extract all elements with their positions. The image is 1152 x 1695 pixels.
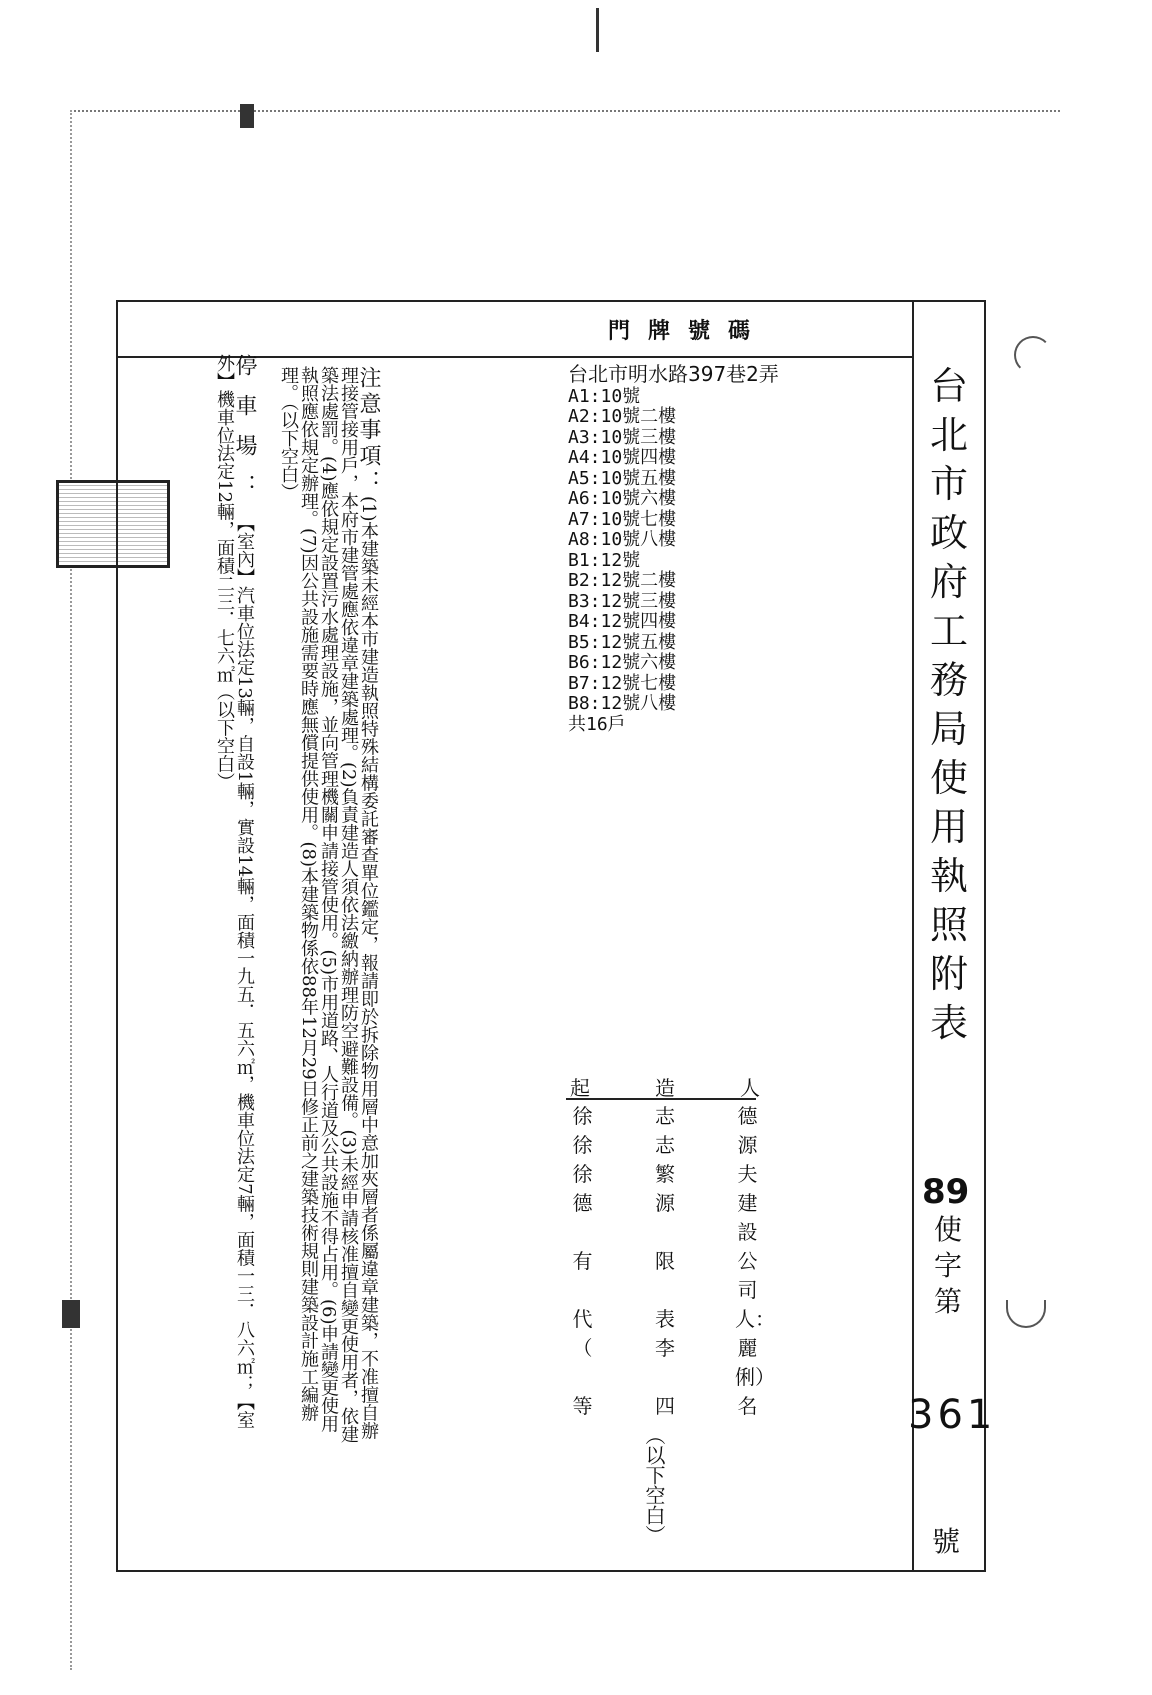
owner-row xyxy=(570,1102,760,1131)
unit-entry: A8:10號八樓 xyxy=(568,529,677,550)
owner-cell: 麗俐） xyxy=(735,1336,775,1389)
unit-entry: B7:12號七樓 xyxy=(568,672,677,694)
permit-number: 361 xyxy=(908,1392,997,1438)
owner-cell: 有 xyxy=(572,1249,593,1273)
permit-attachment-table xyxy=(116,300,997,1572)
house-number-header: 門牌號碼 xyxy=(608,318,769,344)
owner-heading-char: 人 xyxy=(740,1076,760,1100)
owner-row xyxy=(570,1334,775,1392)
owner-cell: 夫 xyxy=(737,1162,758,1186)
title-char: 照 xyxy=(929,903,968,947)
punch-hole-mark xyxy=(1006,1300,1046,1328)
scan-mark xyxy=(62,1300,80,1328)
owner-row xyxy=(570,1247,760,1305)
punch-hole-mark xyxy=(1014,336,1052,374)
owner-cell: 繁 xyxy=(655,1162,675,1186)
document-title xyxy=(926,362,972,1048)
owner-cell: 徐 xyxy=(572,1162,593,1186)
unit-entry: A3:10號三樓 xyxy=(568,426,677,448)
owner-cell: 名 xyxy=(737,1394,758,1418)
owner-cell: 等 xyxy=(572,1394,593,1418)
owner-cell: 德 xyxy=(572,1191,593,1215)
notes-section xyxy=(278,366,381,1446)
unit-list xyxy=(568,387,779,715)
parking-section xyxy=(214,354,257,1434)
owner-cell: 志 xyxy=(655,1133,675,1157)
permit-year: 89 xyxy=(922,1172,970,1212)
owner-heading-char: 起 xyxy=(570,1076,590,1100)
parking-text: 【室內】汽車位法定13輛，自設1輛，實設14輛，面積一九五．五六㎡，機車位法定7輛，面積一三．八六㎡；【室外】機車位法定12輛，面積二三．七六㎡（以下空白） xyxy=(214,354,255,1429)
title-char: 府 xyxy=(929,560,968,604)
notes-text: (1)本建築未經本市建造執照特殊結構委託審查單位鑑定，報請即於拆除物用層中意加夾層者係屬違章建築，不准擅自辦理接管接用戶，本府市建管處應依違章建築處理。(2)負責建造人須依法繳納辦理防空避難設備。(3)未經申請核准擅自變更使用者，依建築法處罰。(4)應依規定設置污水處理設施，並向管理機關申請接管使用。(5)市用道路、人行道及公共設施不得占用。(6)申請變更使用執照應依規定辦理。(7)因公共設施需要時應無償提供使用。(8)本建築物係依88年12月29日修正前之建築技術規則建築設計施工編辦理。（以下空白） xyxy=(278,366,379,1443)
owner-heading-char: 造 xyxy=(655,1076,675,1100)
unit-entry: B6:12號六樓 xyxy=(568,652,677,673)
notes-heading: 注意事項： xyxy=(356,366,381,496)
address-list xyxy=(568,364,779,735)
title-char: 執 xyxy=(929,854,968,898)
unit-entry: B4:12號四樓 xyxy=(568,611,677,632)
title-char: 政 xyxy=(929,511,968,555)
scan-border-left xyxy=(70,110,72,1670)
title-char: 工 xyxy=(929,609,968,653)
title-char: 局 xyxy=(929,707,968,751)
owner-cell: 限 xyxy=(655,1249,675,1273)
owner-cell: 四 xyxy=(655,1394,675,1418)
unit-entry: B3:12號三樓 xyxy=(568,590,677,612)
owner-cell: 建設 xyxy=(737,1191,758,1244)
unit-entry: A2:10號二樓 xyxy=(568,406,677,427)
title-column xyxy=(908,302,997,1570)
unit-total: 共16戶 xyxy=(568,713,626,735)
scan-mark xyxy=(240,104,254,128)
owner-cell: 源 xyxy=(737,1133,758,1157)
owner-row xyxy=(570,1160,760,1189)
unit-entry: A7:10號七樓 xyxy=(568,508,677,530)
unit-entry: A1:10號 xyxy=(568,385,641,407)
title-char: 附 xyxy=(929,952,968,996)
owner-list xyxy=(570,1102,775,1545)
owner-cell: 徐 xyxy=(572,1133,593,1157)
owner-divider xyxy=(566,1098,756,1100)
permit-suffix: 號 xyxy=(932,1525,961,1558)
unit-entry: B2:12號二樓 xyxy=(568,570,677,591)
title-char: 表 xyxy=(929,1001,968,1045)
unit-entry: A4:10號四樓 xyxy=(568,447,677,468)
unit-entry: A6:10號六樓 xyxy=(568,488,677,509)
owner-cell: 人： xyxy=(735,1307,775,1331)
owner-cell: 李 xyxy=(655,1336,675,1360)
title-char: 北 xyxy=(929,413,968,457)
unit-entry: B8:12號八樓 xyxy=(568,693,677,714)
title-char: 務 xyxy=(929,658,968,702)
owner-cell: 徐 xyxy=(572,1104,593,1128)
title-char: 用 xyxy=(929,805,968,849)
title-char: 使 xyxy=(929,756,968,800)
owner-cell: 志 xyxy=(655,1104,675,1128)
scan-mark xyxy=(596,8,599,52)
owner-blank-note: （以下空白） xyxy=(642,1425,666,1545)
owner-cell: 代 xyxy=(572,1307,593,1331)
owner-heading xyxy=(570,1072,760,1101)
title-char: 市 xyxy=(929,462,968,506)
unit-entry: A5:10號五樓 xyxy=(568,467,677,489)
owner-row xyxy=(570,1131,760,1160)
owner-row xyxy=(570,1392,760,1421)
street-address: 台北市明水路397巷2弄 xyxy=(568,362,779,386)
owner-cell: （ xyxy=(572,1336,593,1360)
permit-word: 使字第 xyxy=(933,1213,962,1318)
parking-heading: 停車場： xyxy=(232,354,257,514)
unit-entry: B1:12號 xyxy=(568,549,641,571)
owner-cell: 公司 xyxy=(737,1249,758,1302)
owner-cell: 表 xyxy=(655,1307,675,1331)
owner-row xyxy=(570,1305,775,1334)
title-char: 台 xyxy=(929,364,968,408)
owner-row xyxy=(570,1189,760,1247)
owner-cell: 德 xyxy=(737,1104,758,1128)
owner-cell: 源 xyxy=(655,1191,675,1215)
scan-border-top xyxy=(70,110,1060,112)
unit-entry: B5:12號五樓 xyxy=(568,631,677,653)
